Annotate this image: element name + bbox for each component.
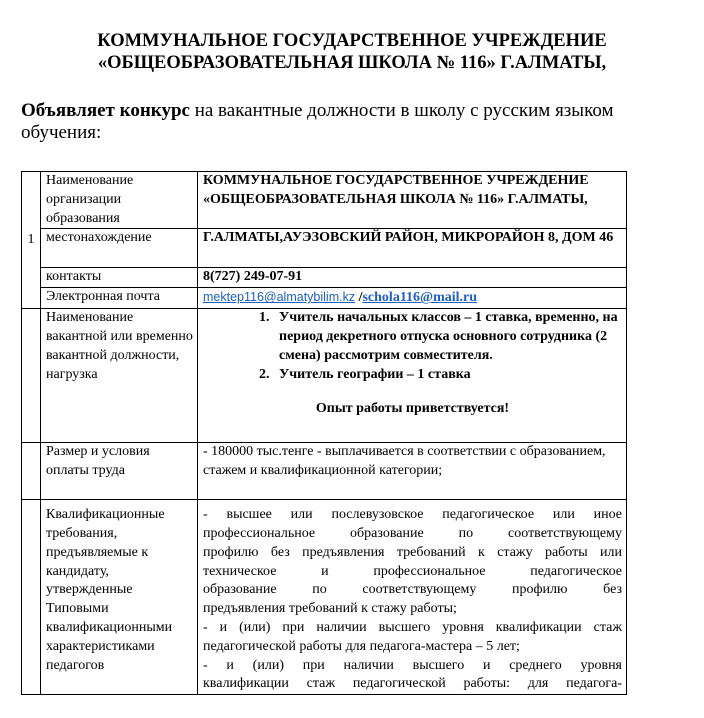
vacancy-item: 1. Учитель начальных классов – 1 ставка, временно, на период декретного отпуска основного сотрудника (2 смена) рассмотрим совместителя. (273, 309, 622, 365)
location-label: местонахождение (41, 229, 198, 268)
email-label: Электронная почта (41, 288, 198, 309)
qual-line: - и (или) при наличии высшего и среднего уровня (203, 657, 622, 673)
intro-bold: Объявляет конкурс (21, 100, 190, 121)
vacancy-label: Наименование вакантной или временно вакантной должности, нагрузка (41, 309, 198, 443)
email-link-1[interactable]: mektep116@almatybilim.kz (203, 290, 356, 305)
row-number: 1 (22, 172, 41, 309)
qual-line: предъявления требований к стажу работы; (203, 601, 457, 617)
empty-num-cell (22, 500, 41, 695)
vacancy-value (198, 309, 627, 443)
qual-line: профилю без предъявления требований к стажу работы или (203, 544, 622, 560)
qual-value (198, 500, 627, 695)
qual-line: - и (или) при наличии высшего уровня квалификации стаж (203, 619, 622, 635)
qual-line: - высшее или послевузовское педагогическое или иное (203, 507, 622, 523)
document-title (0, 30, 704, 74)
vacancy-item: 2. Учитель географии – 1 ставка (273, 366, 622, 385)
org-label: Наименование организации образования (41, 172, 198, 229)
qual-line: техническое и профессиональное педагогическое (203, 563, 622, 579)
org-value: КОММУНАЛЬНОЕ ГОСУДАРСТВЕННОЕ УЧРЕЖДЕНИЕ «ОБЩЕОБРАЗОВАТЕЛЬНАЯ ШКОЛА № 116» Г.АЛМАТЫ, (198, 172, 627, 229)
experience-note: Опыт работы приветствуется! (315, 401, 510, 417)
table-row (22, 229, 627, 268)
qual-line: квалификации стаж педагогической работы: для педагога- (203, 676, 622, 692)
title-line-1: КОММУНАЛЬНОЕ ГОСУДАРСТВЕННОЕ УЧРЕЖДЕНИЕ (97, 31, 607, 51)
table-row (22, 500, 627, 695)
qual-line: профессиональное образование по соответствующему (203, 525, 622, 541)
intro-text: на вакантные должности в школу с русским языком обучения: (21, 100, 614, 143)
empty-num-cell (22, 443, 41, 500)
table-row (22, 268, 627, 288)
title-line-2: «ОБЩЕОБРАЗОВАТЕЛЬНАЯ ШКОЛА № 116» Г.АЛМАТЫ, (97, 53, 607, 73)
contacts-label: контакты (41, 268, 198, 288)
table-row (22, 309, 627, 443)
table-row (22, 172, 627, 229)
qual-line: педагогической работы для педагога-мастера – 5 лет; (203, 638, 520, 654)
email-value (198, 288, 627, 309)
pay-value: - 180000 тыс.тенге - выплачивается в соответствии с образованием, стажем и квалификационной категории; (198, 443, 627, 500)
contacts-value: 8(727) 249-07-91 (198, 268, 627, 288)
qual-line: образование по соответствующему профилю без (203, 582, 622, 598)
intro-paragraph (21, 100, 691, 144)
vacancy-table (21, 171, 627, 695)
table-row (22, 288, 627, 309)
table-row (22, 443, 627, 500)
pay-label: Размер и условия оплаты труда (41, 443, 198, 500)
location-value: Г.АЛМАТЫ,АУЭЗОВСКИЙ РАЙОН, МИКРОРАЙОН 8, ДОМ 46 (198, 229, 627, 268)
empty-num-cell (22, 309, 41, 443)
vacancy-list (203, 309, 622, 384)
qual-label: Квалификационные требования, предъявляемые к кандидату, утвержденные Типовыми квалификационными характеристиками педагогов (41, 500, 198, 695)
email-separator: / (355, 290, 363, 306)
email-link-2[interactable]: schola116@mail.ru (362, 290, 478, 306)
